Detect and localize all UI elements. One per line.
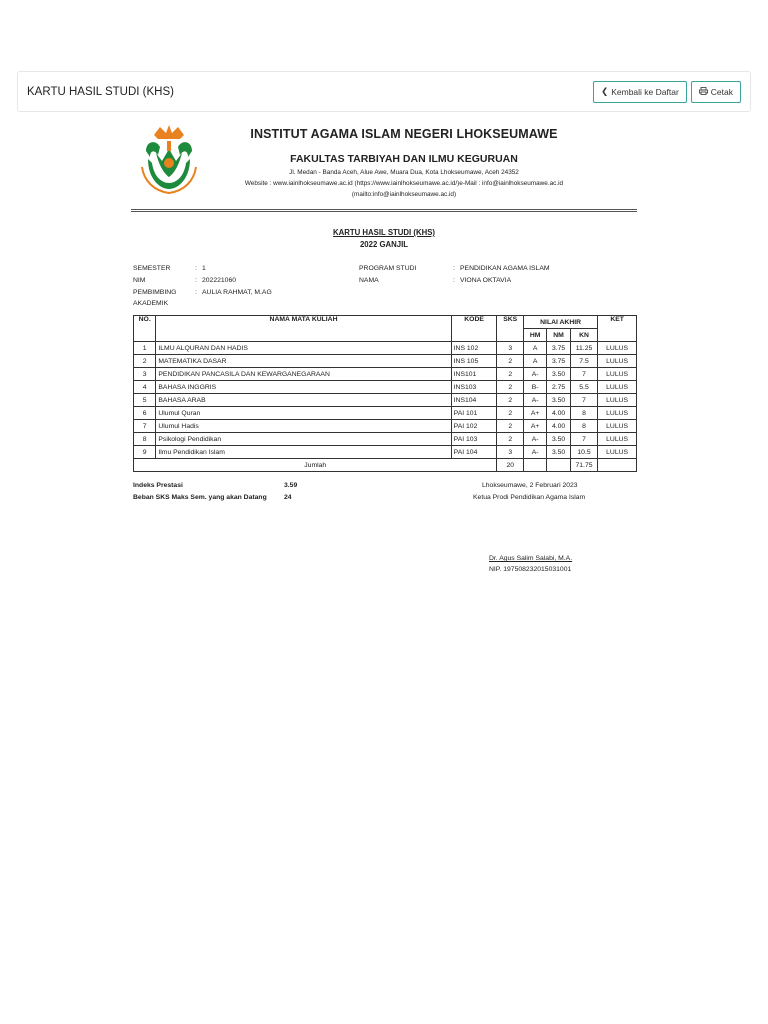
advisor-value: AULIA RAHMAT, M.AG [202,289,272,296]
row-nm: 3.75 [547,342,570,355]
faculty-name: FAKULTAS TARBIYAH DAN ILMU KEGURUAN [290,153,518,165]
row-no: 6 [134,407,156,420]
signer-role: Ketua Prodi Pendidikan Agama Islam [473,494,586,501]
student-info [131,265,637,315]
row-kn: 7.5 [570,355,597,368]
row-code: PAI 102 [451,420,497,433]
total-hm-empty [523,459,546,472]
row-hm: B- [523,381,546,394]
row-sks: 3 [497,446,523,459]
row-code: INS101 [451,368,497,381]
table-row [134,381,637,394]
row-hm: A+ [523,407,546,420]
col-code: KODE [451,316,497,342]
row-ket: LULUS [598,368,637,381]
total-nm-empty [547,459,570,472]
table-row [134,420,637,433]
row-no: 8 [134,433,156,446]
row-kn: 5.5 [570,381,597,394]
print-label: Cetak [710,86,733,97]
row-course: PENDIDIKAN PANCASILA DAN KEWARGANEGARAAN [156,368,451,381]
row-sks: 3 [497,342,523,355]
row-hm: A [523,355,546,368]
table-row [134,446,637,459]
colon: : [195,277,197,284]
row-kn: 10.5 [570,446,597,459]
row-ket: LULUS [598,342,637,355]
row-code: INS 102 [451,342,497,355]
row-hm: A- [523,433,546,446]
row-kn: 7 [570,368,597,381]
semester-value: 1 [202,265,206,272]
signer-nip: NIP. 197508232015031001 [489,566,572,573]
row-no: 1 [134,342,156,355]
table-row [134,407,637,420]
nim-value: 202221060 [202,277,237,284]
row-ket: LULUS [598,407,637,420]
institution-address: Jl. Medan - Banda Aceh, Alue Awe, Muara Dua, Kota Lhokseumawe, Aceh 24352 [289,169,519,176]
row-nm: 4.00 [547,407,570,420]
row-nm: 3.50 [547,433,570,446]
colon: : [195,265,197,272]
table-row [134,394,637,407]
row-hm: A [523,342,546,355]
table-row [134,368,637,381]
col-hm: HM [523,329,546,342]
ip-value: 3.59 [284,482,298,489]
row-code: PAI 104 [451,446,497,459]
name-label: NAMA [359,277,379,284]
semester-label: SEMESTER [133,265,171,272]
col-no: NO. [134,316,156,342]
row-ket: LULUS [598,355,637,368]
row-nm: 3.50 [547,394,570,407]
col-kn: KN [570,329,597,342]
letterhead-divider [131,209,637,212]
ip-label: Indeks Prestasi [133,482,183,489]
page-title: KARTU HASIL STUDI (KHS) [27,85,174,98]
row-no: 2 [134,355,156,368]
col-nm: NM [547,329,570,342]
institution-name: INSTITUT AGAMA ISLAM NEGERI LHOKSEUMAWE [250,127,558,141]
row-no: 7 [134,420,156,433]
program-label: PROGRAM STUDI [359,265,417,272]
row-code: INS 105 [451,355,497,368]
total-label: Jumlah [134,459,497,472]
grades-table [133,315,637,472]
back-to-list-button[interactable] [593,81,687,103]
table-row [134,355,637,368]
row-course: Ulumul Hadis [156,420,451,433]
table-row [134,342,637,355]
colon: : [195,289,197,296]
back-to-list-label: Kembali ke Daftar [611,86,679,97]
row-ket: LULUS [598,433,637,446]
row-hm: A+ [523,420,546,433]
chevron-left-icon: ❮ [601,86,609,96]
row-code: PAI 101 [451,407,497,420]
row-course: BAHASA ARAB [156,394,451,407]
row-code: INS104 [451,394,497,407]
row-kn: 8 [570,420,597,433]
advisor-label: PEMBIMBING [133,289,177,296]
row-nm: 4.00 [547,420,570,433]
row-ket: LULUS [598,420,637,433]
card-header [17,71,751,112]
row-nm: 2.75 [547,381,570,394]
row-course: Psikologi Pendidikan [156,433,451,446]
total-sks: 20 [497,459,523,472]
row-code: INS103 [451,381,497,394]
row-sks: 2 [497,420,523,433]
khs-document [131,120,637,592]
total-ket-empty [598,459,637,472]
row-course: MATEMATIKA DASAR [156,355,451,368]
row-sks: 2 [497,433,523,446]
row-ket: LULUS [598,381,637,394]
document-title: KARTU HASIL STUDI (KHS) [332,228,436,237]
col-course: NAMA MATA KULIAH [156,316,451,342]
row-nm: 3.50 [547,446,570,459]
row-kn: 7 [570,433,597,446]
place-date: Lhokseumawe, 2 Februari 2023 [482,482,578,489]
row-course: Ulumul Quran [156,407,451,420]
row-course: ILMU ALQURAN DAN HADIS [156,342,451,355]
document-period: 2022 GANJIL [359,240,409,249]
col-final-grade: NILAI AKHIR [523,316,597,329]
row-kn: 11.25 [570,342,597,355]
advisor-label-cont: AKADEMIK [133,300,169,307]
nim-label: NIM [133,277,146,284]
row-sks: 2 [497,381,523,394]
row-course: BAHASA INGGRIS [156,381,451,394]
max-sks-value: 24 [284,494,292,501]
table-total-row [134,459,637,472]
institution-website: Website : www.iainlhokseumawe.ac.id (https://www.iainlhokseumawe.ac.id/)e-Mail : info@iainlhokseumawe.ac.id [244,180,564,187]
row-sks: 2 [497,407,523,420]
row-sks: 2 [497,394,523,407]
row-hm: A- [523,446,546,459]
col-sks: SKS [497,316,523,342]
print-icon [699,87,708,97]
row-kn: 7 [570,394,597,407]
program-value: PENDIDIKAN AGAMA ISLAM [460,265,550,272]
row-ket: LULUS [598,446,637,459]
table-row [134,433,637,446]
row-ket: LULUS [598,394,637,407]
colon: : [453,265,455,272]
row-nm: 3.50 [547,368,570,381]
row-no: 9 [134,446,156,459]
colon: : [453,277,455,284]
row-hm: A- [523,368,546,381]
max-sks-label: Beban SKS Maks Sem. yang akan Datang [133,494,267,501]
col-ket: KET [598,316,637,342]
document-footer [131,482,637,592]
signer-name: Dr. Agus Salim Salabi, M.A. [489,555,573,562]
row-sks: 2 [497,355,523,368]
letterhead [131,120,637,206]
name-value: VIONA OKTAVIA [460,277,512,284]
total-kn: 71.75 [570,459,597,472]
row-code: PAI 103 [451,433,497,446]
row-no: 3 [134,368,156,381]
institution-mailto: (mailto:info@iainlhokseumawe.ac.id) [351,191,457,198]
row-course: Ilmu Pendidikan Islam [156,446,451,459]
row-no: 4 [134,381,156,394]
row-no: 5 [134,394,156,407]
print-button[interactable] [691,81,741,103]
row-hm: A- [523,394,546,407]
row-kn: 8 [570,407,597,420]
table-header-row [134,316,637,329]
row-sks: 2 [497,368,523,381]
row-nm: 3.75 [547,355,570,368]
